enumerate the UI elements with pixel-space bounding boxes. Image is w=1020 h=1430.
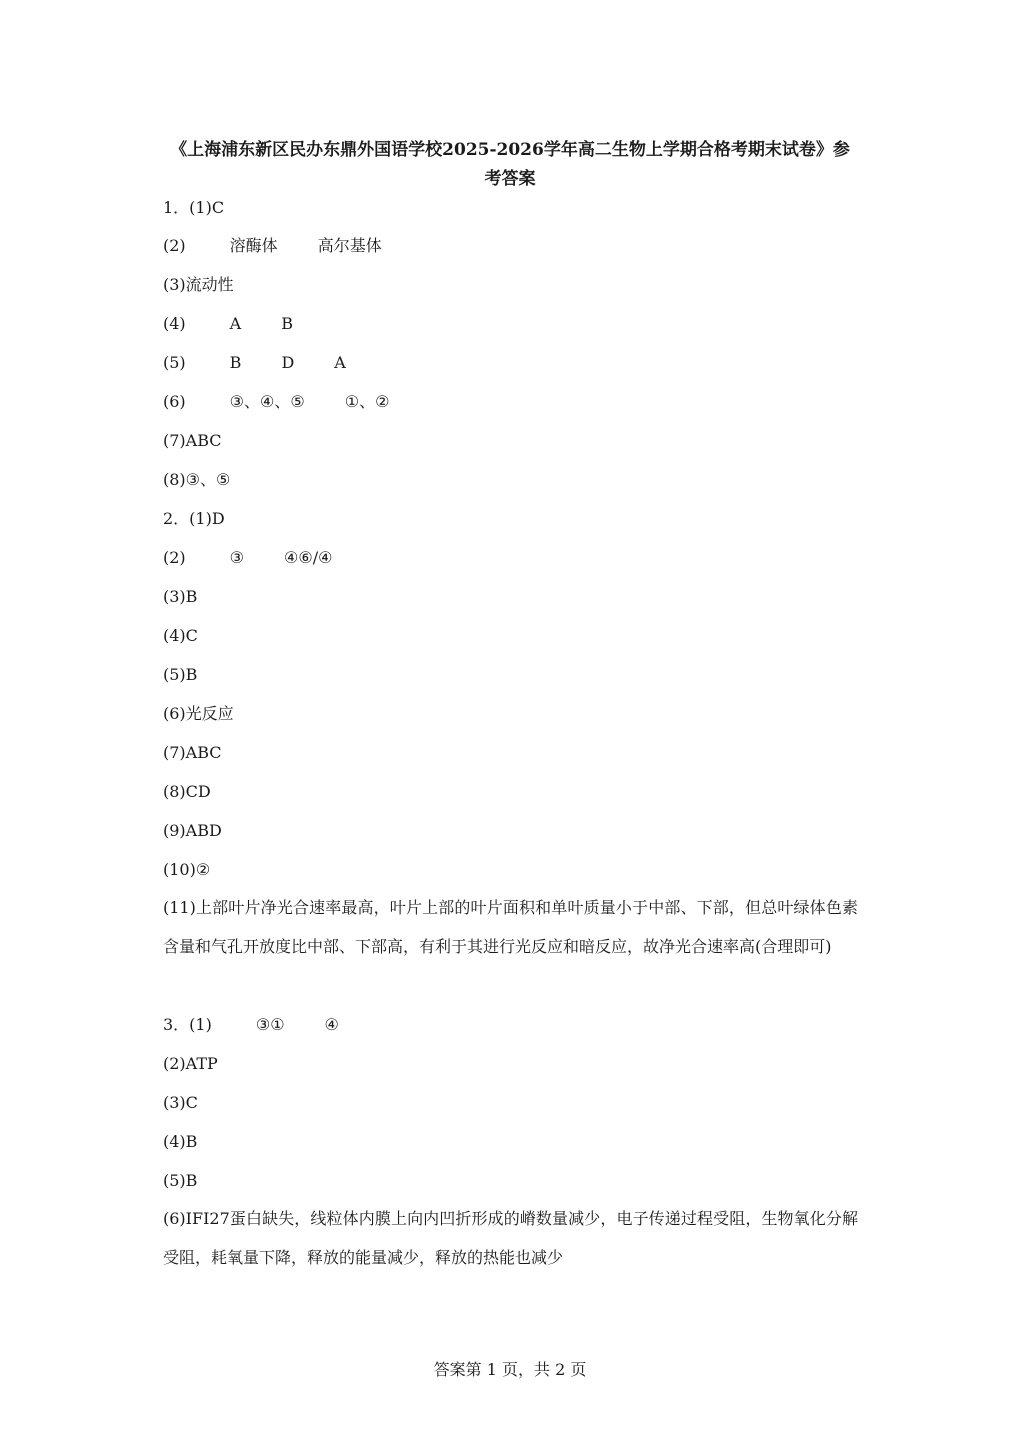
answer-line xyxy=(163,587,197,607)
answer-paragraph: (6)IFI27蛋白缺失，线粒体内膜上向内凹折形成的嵴数量减少，电子传递过程受阻，生物氧化分解受阻，耗氧量下降，释放的能量减少，释放的热能也减少 xyxy=(163,1209,858,1267)
answer-line xyxy=(163,275,234,295)
answer-value: ④ xyxy=(324,1015,339,1034)
answer-label: (9)ABD xyxy=(163,821,222,840)
answer-label: (6)光反应 xyxy=(163,704,234,723)
answer-value: ③ xyxy=(229,548,245,567)
page-footer: 答案第 1 页，共 2 页 xyxy=(433,1360,587,1379)
answer-line xyxy=(163,314,293,334)
answer-value: 溶酶体 xyxy=(229,236,278,255)
answer-label: (7)ABC xyxy=(163,431,222,450)
answer-value: 高尔基体 xyxy=(317,236,382,255)
answer-line xyxy=(163,860,210,880)
answer-label: (2)ATP xyxy=(163,1054,218,1073)
answer-line xyxy=(163,353,346,373)
answer-label: (3)C xyxy=(163,1093,198,1112)
answer-line xyxy=(163,470,230,490)
answer-value: A xyxy=(334,353,346,372)
answer-label: (2) xyxy=(163,548,186,567)
answer-line xyxy=(163,704,234,724)
answer-label: (5)B xyxy=(163,665,198,684)
answer-label: (3)流动性 xyxy=(163,275,234,294)
answer-line xyxy=(163,198,224,218)
answer-line xyxy=(163,1054,218,1074)
answer-value: ③、④、⑤ xyxy=(229,392,305,411)
answer-label: (4)C xyxy=(163,626,198,645)
answer-label: 2．(1)D xyxy=(163,509,225,528)
answer-label: 1．(1)C xyxy=(163,198,225,217)
answer-line xyxy=(163,548,332,568)
answer-label: (6) xyxy=(163,392,186,411)
answer-line xyxy=(163,1015,339,1035)
answer-value: A xyxy=(229,314,242,333)
answer-line xyxy=(163,236,382,256)
answer-line xyxy=(163,1171,197,1191)
answer-label: (2) xyxy=(163,236,186,255)
answer-line xyxy=(163,431,222,451)
answer-label: (8)CD xyxy=(163,782,211,801)
answer-line xyxy=(163,821,222,841)
answer-label: (5)B xyxy=(163,1171,198,1190)
answer-label: (8)③、⑤ xyxy=(163,470,231,489)
answer-value: D xyxy=(281,353,295,372)
answer-label: (7)ABC xyxy=(163,743,222,762)
answer-line xyxy=(163,392,389,412)
answer-label: (4) xyxy=(163,314,186,333)
answer-value: B xyxy=(281,314,293,333)
answer-line xyxy=(163,743,222,763)
answer-line xyxy=(163,1093,198,1113)
answer-line xyxy=(163,1132,197,1152)
answer-line xyxy=(163,626,198,646)
answer-paragraph: (11)上部叶片净光合速率最高，叶片上部的叶片面积和单叶质量小于中部、下部，但总叶绿体色素含量和气孔开放度比中部、下部高，有利于其进行光反应和暗反应，故净光合速率高(合理即可) xyxy=(163,898,858,956)
answer-line xyxy=(163,665,197,685)
answer-label: (10)② xyxy=(163,860,211,879)
answer-line xyxy=(163,509,225,529)
answer-value: ③① xyxy=(255,1015,285,1034)
answer-label: (5) xyxy=(163,353,186,372)
answer-label: 3．(1) xyxy=(163,1015,212,1034)
answer-value: ④⑥/④ xyxy=(284,548,333,567)
answer-label: (3)B xyxy=(163,587,198,606)
answer-value: B xyxy=(229,353,242,372)
answer-value: ①、② xyxy=(344,392,390,411)
answer-label: (4)B xyxy=(163,1132,198,1151)
document-title: 《上海浦东新区民办东鼎外国语学校2025-2026学年高二生物上学期合格考期末试卷》参考答案 xyxy=(170,140,850,189)
answer-line xyxy=(163,782,211,802)
